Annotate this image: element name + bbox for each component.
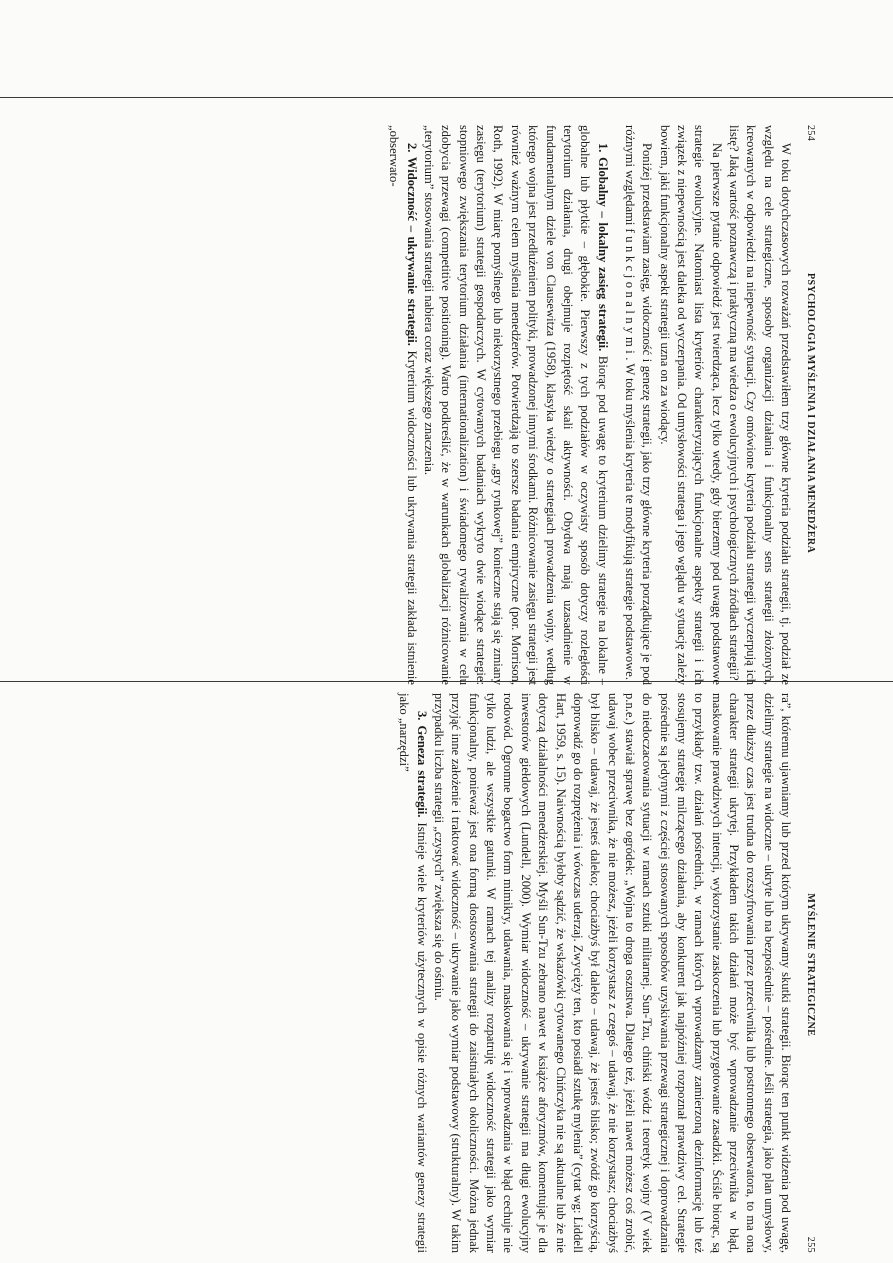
section-paragraph xyxy=(395,693,430,1253)
paragraph-text: Poniżej przedstawiam zasięg, widoczność i genezę strategii, jako trzy główne kryteria porządkujące je pod różnymi względami xyxy=(622,125,655,685)
section-heading: 2. Widoczność – ukrywanie strategii. xyxy=(404,143,419,346)
section-heading: 3. Geneza strategii. xyxy=(414,711,429,818)
paragraph: Na pierwsze pytanie odpowiedź jest twierdząca, lecz tylko wtedy, gdy bierzemy pod uwagę podstawowe strategie ewolucyjne. Natomiast lista kryteriów charakteryzujących funkcjonalne aspekty strategii i ich związek z niepewnością jest daleka od wyczerpania. Od umysłowości stratega i jego wglądu w sytuację zależy bowiem, jaki funkcjonalny aspekt strategii uzna on za wiodący. xyxy=(657,125,724,685)
spaced-emphasis: funkcjonalnymi xyxy=(622,228,637,358)
running-head xyxy=(794,125,816,685)
page-body xyxy=(385,125,794,685)
running-head xyxy=(794,693,816,1253)
running-head-title: MYŚLENIE STRATEGICZNE xyxy=(805,893,816,1037)
paragraph: W toku dotychczasowych rozważań przedstawiłem trzy główne kryteria podziału strategii, tj. podział ze względu na cele strategiczne, sposoby organizacji działania i funkcjonalny sens strategii złożonych, kreowanych w odpowiedzi na niepewność sytuacji. Czy omówione kryteria podziału strategii wyczerpują ich listę? Jaką wartość poznawczą i praktyczną ma wiedza o ewolucyjnych i psychologicznych źródłach strategii? xyxy=(726,125,793,685)
page-number: 254 xyxy=(805,125,816,142)
section-heading: 1. Globalny – lokalny zasięg strategii. xyxy=(595,143,610,352)
page-body xyxy=(395,693,794,1253)
page-number: 255 xyxy=(805,1236,816,1253)
section-text: Istnieje wiele kryteriów użytecznych w opisie różnych wariantów genezy strategii jako „narzędzi” xyxy=(397,693,429,1253)
section-paragraph xyxy=(385,125,420,685)
paragraph xyxy=(621,125,656,685)
running-head-title: PSYCHOLOGIA MYŚLENIA I DZIAŁANIA MENEDŻERA xyxy=(805,273,816,554)
paragraph: ra”, któremu ujawniamy lub przed którym ukrywamy skutki strategii. Biorąc ten punkt widzenia pod uwagę, dzielimy strategie na widoczne – ukryte lub na bezpośrednie – pośrednie. Jeśli strategia, jako plan umysłowy, przez dłuższy czas jest trudna do rozszyfrowania przez przeciwnika lub postronnego obserwatora, to ma ona charakter strategii ukrytej. Przykładem takich działań może być wprowadzanie przeciwnika w błąd, maskowanie prawdziwych intencji, wykorzystanie zaskoczenia lub przygotowanie zasadzki. Ściśle biorąc, są to przykłady tzw. działań pośrednich, w ramach których wprowadzamy zamierzoną dezinformację lub też stosujemy strategię milczącego działania, aby konkurent jak najpóźniej rozpoznał prawdziwy cel. Strategie pośrednie są jedynymi z częściej stosowanych sposobów uzyskiwania przewagi strategicznej i doprowadzania do niedoczacowania sytuacji w ramach sztuki militarnej. Sun-Tzu, chiński wódz i teoretyk wojny (V wiek p.n.e.) stawiał sprawę bez ogródek: „Wojna to droga oszustwa. Dlatego też, jeżeli nawet możesz coś zrobić, udawaj wobec przeciwnika, że nie możesz, jeżeli korzystasz z czegoś – udawaj, że nie korzystasz; chociażbyś był blisko – udawaj, że jesteś daleko; chociażbyś był daleko – udawaj, że jesteś blisko; zwódź go korzyścią, doprowadź go do rozprężenia i wówczas uderzaj. Zwycięży ten, kto posiadł sztukę mylenia” (cytat wg: Liddell Hart, 1959, s. 15). Naiwnością byłoby sądzić, że wskazówki cytowanego Chińczyka nie są aktualne lub że nie dotyczą działalności menedżerskiej. Myśli Sun-Tzu zebrano nawet w książce aforyzmów, komentując je dla inwestorów giełdowych (Lundell, 2000). Wymiar widoczność – ukrywanie strategii ma długi ewolucyjny rodowód. Ogromne bogactwo form mimikry, udawania, maskowania się i wprowadzania w błąd cechuje nie tylko ludzi, ale wszystkie gatunki. W ramach tej analizy rozpatruję widoczność strategii jako wymiar funkcjonalny, ponieważ jest ona formą dostosowania strategii do zaistniałych okoliczności. Można jednak przyjąć inne założenie i traktować widoczność – ukrywanie jako wymiar podstawowy (strukturalny). W takim przypadku liczba strategii „czystych” zwiększa się do ośmiu. xyxy=(432,693,793,1253)
scan-edge-line xyxy=(0,97,893,98)
left-page xyxy=(76,125,816,685)
section-paragraph xyxy=(420,125,611,685)
right-page xyxy=(76,693,816,1253)
paragraph-text: . W toku myślenia kryteria te modyfikują strategie podstawowe. xyxy=(622,357,637,680)
section-text: Kryterium widoczności lub ukrywania strategii zakłada istnienie „obserwato- xyxy=(387,125,419,685)
section-text: Biorąc pod uwagę to kryterium dzielimy strategie na lokalne – globalne lub płytkie – głębokie. Pierwszy z tych podziałów w oczywisty sposób dotyczy rozległości terytorium działania, drugi obejmuje rozpiętość skali aktywności. Obydwa mają uzasadnienie w fundamentalnym dziele von Clausewitza (1958), klasyka wiedzy o strategiach prowadzenia wojny, według którego wojna jest przedłużeniem polityki, prowadzonej innymi środkami. Różnicowanie zasięgu strategii jest również ważnym celem myślenia menedżerów. Potwierdzają to szersze badania empiryczne (por. Morrison, Roth, 1992). W miarę pomyślnego lub niekorzystnego przebiegu „gry rynkowej” konieczne stają się zmiany zasięgu (terytorium) strategii gospodarczych. W cytowanych badaniach wykryto dwie wiodące strategie: stopniowego zwiększania terytorium działania (internationalization) i świadomego rywalizowania w celu zdobycia przewagi (competitive positioning). Warto podkreślić, że w warunkach globalizacji różnicowanie „terytorium” stosowania strategii nabiera coraz większego znaczenia. xyxy=(422,125,610,685)
